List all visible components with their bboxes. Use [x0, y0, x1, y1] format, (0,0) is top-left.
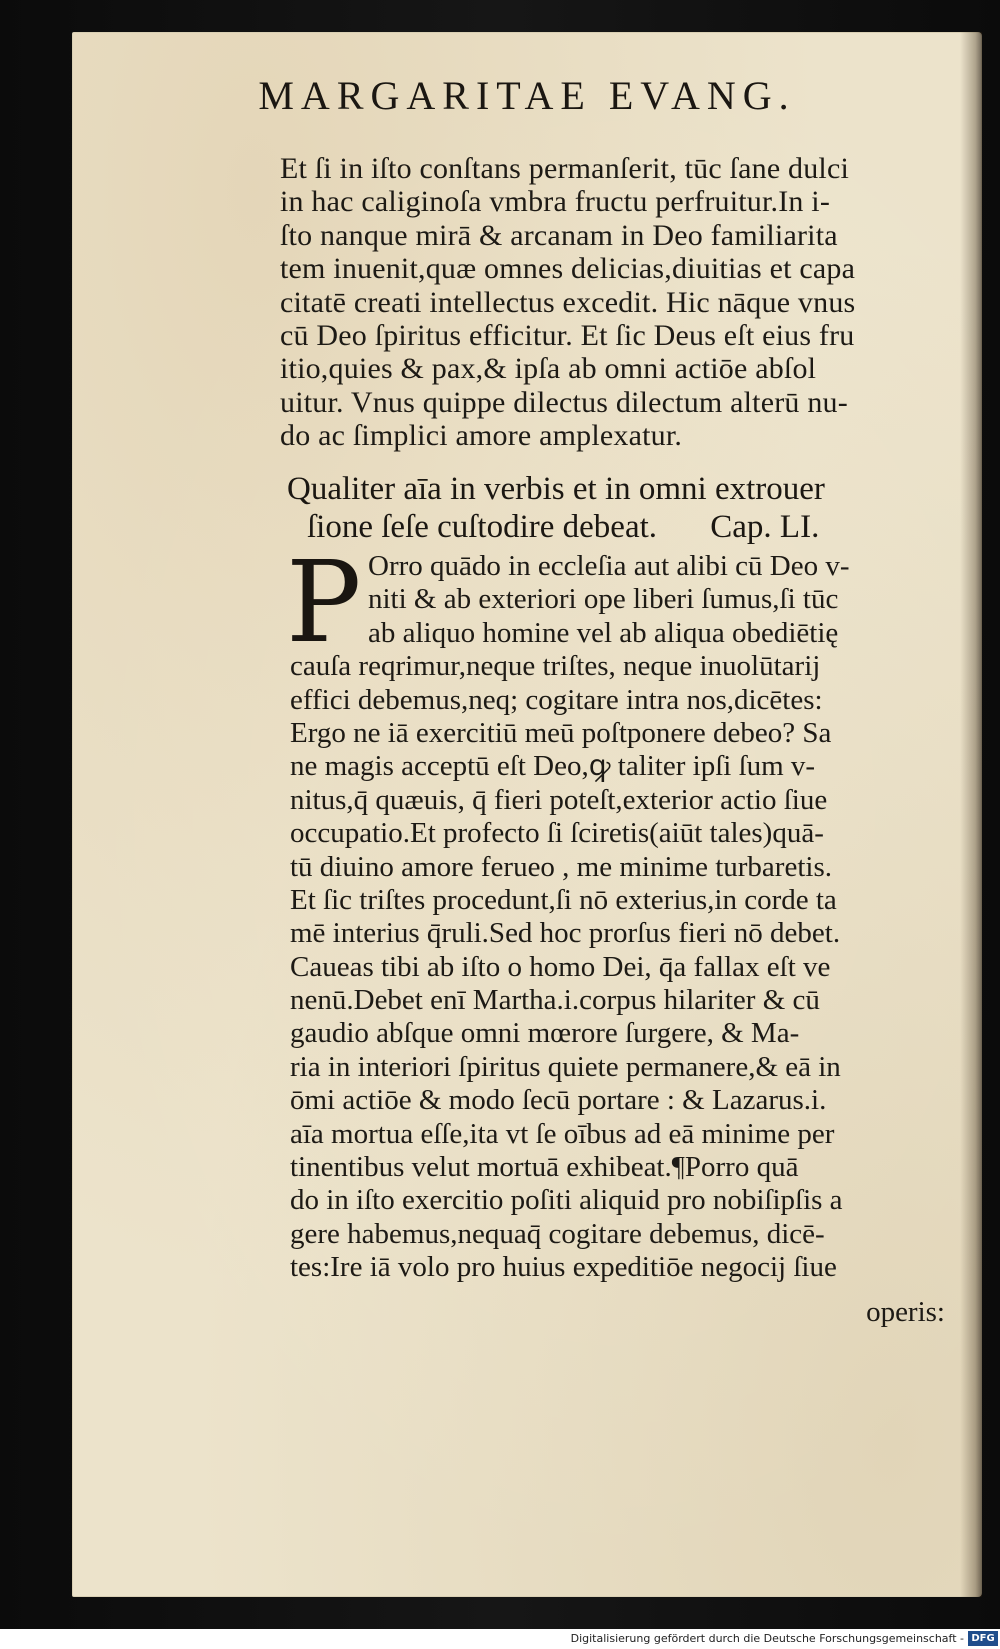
- text-line: cauſa reqrimur,neque triſtes, neque inuolūtarij: [290, 650, 821, 683]
- text-line: itio,quies & pax,& ipſa ab omni actiōe abſol: [280, 352, 817, 386]
- text-line: ab aliquo homine vel ab aliqua obediētię: [368, 616, 839, 649]
- text-line: nenū.Debet enī Martha.i.corpus hilariter & cū: [290, 984, 820, 1017]
- text-line: gere habemus,nequaq̄ cogitare debemus, dicē-: [290, 1217, 825, 1250]
- text-line: do ac ſimplici amore amplexatur.: [280, 419, 683, 453]
- digitization-credit-bar: [0, 1629, 1000, 1649]
- chapter-heading: [287, 470, 967, 546]
- text-line: mē interius q̄ruli.Sed hoc prorſus fieri nō debet.: [290, 917, 841, 950]
- paragraph-2: [290, 550, 980, 1285]
- text-line: cū Deo ſpiritus efficitur. Et ſic Deus eſt eius fru: [280, 318, 855, 352]
- text-line: niti & ab exteriori ope liberi ſumus,ſi tūc: [368, 583, 839, 616]
- chapter-title-line-2: [287, 508, 967, 546]
- drop-cap-initial: P: [286, 538, 362, 668]
- text-line: tū diuino amore ferueo , me minime turbaretis.: [290, 850, 832, 883]
- text-line: tem inuenit,quæ omnes delicias,diuitias et capa: [280, 252, 856, 286]
- text-line: citatē creati intellectus excedit. Hic nāque vnus: [280, 285, 856, 319]
- text-line: uitur. Vnus quippe dilectus dilectum alterū nu-: [280, 385, 848, 419]
- running-title: MARGARITAE EVANG.: [258, 73, 796, 118]
- text-line: nitus,q̄ quæuis, q̄ fieri poteſt,exterior actio ſiue: [290, 783, 828, 816]
- text-line: in hac caliginoſa vmbra fructu perfruitur.In i-: [280, 185, 831, 219]
- catchword: operis:: [866, 1296, 945, 1328]
- text-line: Et ſic triſtes procedunt,ſi nō exterius,in corde ta: [290, 883, 837, 916]
- credit-text: Digitalisierung gefördert durch die Deutsche Forschungsgemeinschaft -: [570, 1632, 964, 1645]
- text-line: Ergo ne iā exercitiū meū poſtponere debeo? Sa: [290, 716, 832, 749]
- text-line: ria in interiori ſpiritus quiete permanere,& eā in: [290, 1050, 841, 1083]
- text-line: aīa mortua eſſe,ita vt ſe oībus ad eā minime per: [290, 1117, 835, 1150]
- text-line: tinentibus velut mortuā exhibeat.¶Porro quā: [290, 1151, 799, 1184]
- text-line: do in iſto exercitio poſiti aliquid pro nobiſipſis a: [290, 1184, 843, 1217]
- paragraph-1: [280, 152, 970, 453]
- text-line: ſto nanque mirā & arcanam in Deo familiarita: [280, 218, 838, 252]
- text-line: ōmi actiōe & modo ſecū portare : & Lazarus.i.: [290, 1084, 827, 1117]
- text-line: tes:Ire iā volo pro huius expeditiōe negocij ſiue: [290, 1251, 837, 1284]
- text-line: Orro quādo in eccleſia aut alibi cū Deo v-: [368, 550, 850, 582]
- text-line: gaudio abſque omni mœrore ſurgere, & Ma-: [290, 1017, 800, 1050]
- text-line: occupatio.Et profecto ſi ſciretis(aiūt tales)quā-: [290, 817, 824, 850]
- dfg-logo: DFG: [968, 1631, 998, 1646]
- text-line: effici debemus,neq; cogitare intra nos,dicētes:: [290, 683, 823, 716]
- chapter-number: Cap. LI.: [710, 509, 820, 545]
- chapter-title-line-1: Qualiter aīa in verbis et in omni extrouer: [287, 471, 825, 507]
- text-line: ne magis acceptū eſt Deo,ꝙ taliter ipſi ſum v-: [290, 750, 816, 783]
- text-line: Et ſi in iſto conſtans permanſerit, tūc ſane dulci: [280, 152, 850, 185]
- chapter-title-text: ſione ſeſe cuſtodire debeat.: [307, 509, 658, 545]
- text-line: Caueas tibi ab iſto o homo Dei, q̄a fallax eſt ve: [290, 950, 831, 983]
